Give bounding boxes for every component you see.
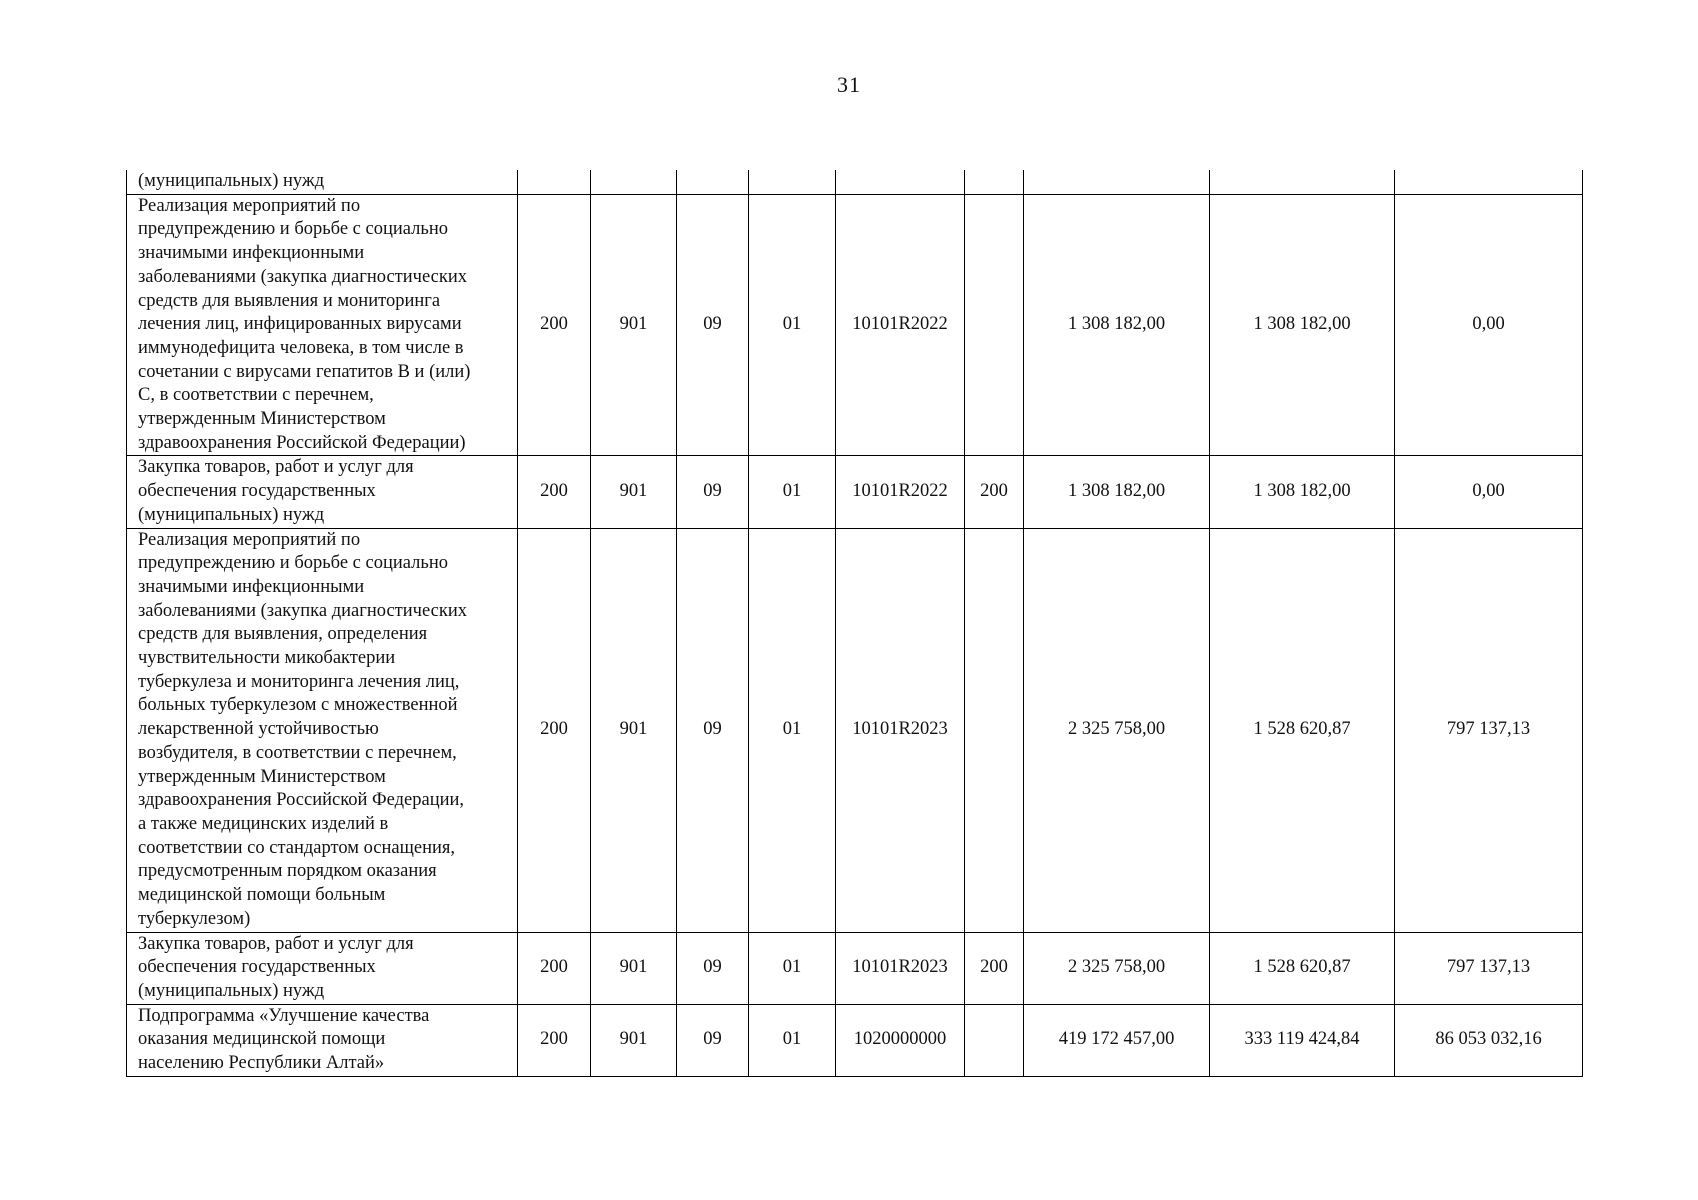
table-row — [127, 528, 1583, 932]
pr-cell: 01 — [749, 194, 836, 456]
plan-amount-cell: 1 308 182,00 — [1024, 456, 1210, 528]
name-line: здравоохранения Российской Федерации, — [138, 790, 465, 811]
table-row — [127, 170, 1583, 194]
name-cell — [127, 1004, 518, 1076]
rz-cell: 09 — [677, 932, 749, 1004]
name-line: Закупка товаров, работ и услуг для — [138, 457, 414, 478]
ved-cell: 901 — [591, 194, 677, 456]
name-line: туберкулезом) — [138, 908, 251, 929]
remaining-amount-cell: 0,00 — [1395, 456, 1583, 528]
name-line: туберкулеза и мониторинга лечения лиц, — [138, 671, 460, 692]
page-number: 31 — [837, 72, 861, 97]
rz-cell: 09 — [677, 1004, 749, 1076]
plan-amount-cell: 1 308 182,00 — [1024, 194, 1210, 456]
name-line: Реализация мероприятий по — [138, 195, 361, 216]
name-line: предупреждению и борьбе с социально — [138, 553, 448, 574]
table-row — [127, 456, 1583, 528]
pr-cell: 01 — [749, 1004, 836, 1076]
name-line: значимыми инфекционными — [138, 243, 365, 264]
rz-cell: 09 — [677, 194, 749, 456]
name-line: населению Республики Алтай» — [138, 1053, 385, 1074]
rz-cell: 09 — [677, 456, 749, 528]
executed-amount-cell: 1 528 620,87 — [1210, 932, 1395, 1004]
name-line: (муниципальных) нужд — [138, 171, 325, 191]
name-line: заболеваниями (закупка диагностических — [138, 600, 467, 621]
kind-cell: 200 — [518, 528, 591, 932]
ved-cell — [591, 170, 677, 194]
kind-cell: 200 — [518, 1004, 591, 1076]
ved-cell: 901 — [591, 456, 677, 528]
csr-cell: 10101R2023 — [836, 932, 965, 1004]
executed-amount-cell: 333 119 424,84 — [1210, 1004, 1395, 1076]
executed-amount-cell — [1210, 170, 1395, 194]
name-line: заболеваниями (закупка диагностических — [138, 266, 467, 287]
pr-cell — [749, 170, 836, 194]
name-line: (муниципальных) нужд — [138, 980, 325, 1001]
name-line: возбудителя, в соответствии с перечнем, — [138, 742, 457, 763]
ved-cell: 901 — [591, 528, 677, 932]
csr-cell: 10101R2022 — [836, 194, 965, 456]
csr-cell: 10101R2022 — [836, 456, 965, 528]
name-line: обеспечения государственных — [138, 957, 376, 978]
name-line: предусмотренным порядком оказания — [138, 861, 437, 882]
table-body — [127, 170, 1583, 1076]
kind-cell: 200 — [518, 932, 591, 1004]
kind-cell: 200 — [518, 194, 591, 456]
remaining-amount-cell: 797 137,13 — [1395, 932, 1583, 1004]
table-row — [127, 194, 1583, 456]
name-line: (муниципальных) нужд — [138, 504, 325, 525]
name-line: предупреждению и борьбе с социально — [138, 219, 448, 240]
kind-cell: 200 — [518, 456, 591, 528]
name-line: средств для выявления и мониторинга — [138, 290, 441, 311]
plan-amount-cell: 2 325 758,00 — [1024, 528, 1210, 932]
name-line: соответствии со стандартом оснащения, — [138, 837, 456, 858]
name-line: обеспечения государственных — [138, 481, 376, 502]
pr-cell: 01 — [749, 528, 836, 932]
name-line: лекарственной устойчивостью — [138, 719, 379, 740]
remaining-amount-cell — [1395, 170, 1583, 194]
name-cell — [127, 170, 518, 194]
executed-amount-cell: 1 308 182,00 — [1210, 194, 1395, 456]
name-line: чувствительности микобактерии — [138, 648, 396, 669]
name-line: Подпрограмма «Улучшение качества — [138, 1005, 430, 1026]
name-line: здравоохранения Российской Федерации) — [138, 432, 466, 453]
plan-amount-cell — [1024, 170, 1210, 194]
ved-cell: 901 — [591, 932, 677, 1004]
name-cell — [127, 932, 518, 1004]
plan-amount-cell: 2 325 758,00 — [1024, 932, 1210, 1004]
vr-cell — [965, 1004, 1024, 1076]
pr-cell: 01 — [749, 456, 836, 528]
remaining-amount-cell: 0,00 — [1395, 194, 1583, 456]
name-line: С, в соответствии с перечнем, — [138, 385, 374, 406]
name-line: а также медицинских изделий в — [138, 813, 389, 834]
remaining-amount-cell: 86 053 032,16 — [1395, 1004, 1583, 1076]
name-line: оказания медицинской помощи — [138, 1029, 386, 1050]
name-line: иммунодефицита человека, в том числе в — [138, 337, 464, 358]
executed-amount-cell: 1 528 620,87 — [1210, 528, 1395, 932]
name-line: Закупка товаров, работ и услуг для — [138, 933, 414, 954]
kind-cell — [518, 170, 591, 194]
name-line: лечения лиц, инфицированных вирусами — [138, 314, 462, 335]
vr-cell — [965, 194, 1024, 456]
name-line: значимыми инфекционными — [138, 576, 365, 597]
name-line: сочетании с вирусами гепатитов В и (или) — [138, 361, 471, 382]
remaining-amount-cell: 797 137,13 — [1395, 528, 1583, 932]
csr-cell — [836, 170, 965, 194]
vr-cell: 200 — [965, 456, 1024, 528]
name-line: утвержденным Министерством — [138, 766, 386, 787]
csr-cell: 1020000000 — [836, 1004, 965, 1076]
name-cell — [127, 528, 518, 932]
budget-table — [126, 170, 1583, 1077]
executed-amount-cell: 1 308 182,00 — [1210, 456, 1395, 528]
ved-cell: 901 — [591, 1004, 677, 1076]
name-line: средств для выявления, определения — [138, 624, 428, 645]
vr-cell — [965, 528, 1024, 932]
name-line: Реализация мероприятий по — [138, 529, 361, 550]
csr-cell: 10101R2023 — [836, 528, 965, 932]
pr-cell: 01 — [749, 932, 836, 1004]
table-row — [127, 932, 1583, 1004]
name-cell — [127, 194, 518, 456]
name-line: медицинской помощи больным — [138, 885, 386, 906]
vr-cell — [965, 170, 1024, 194]
plan-amount-cell: 419 172 457,00 — [1024, 1004, 1210, 1076]
table-row — [127, 1004, 1583, 1076]
name-line: больных туберкулезом с множественной — [138, 695, 458, 716]
vr-cell: 200 — [965, 932, 1024, 1004]
rz-cell — [677, 170, 749, 194]
rz-cell: 09 — [677, 528, 749, 932]
name-line: утвержденным Министерством — [138, 409, 386, 430]
name-cell — [127, 456, 518, 528]
